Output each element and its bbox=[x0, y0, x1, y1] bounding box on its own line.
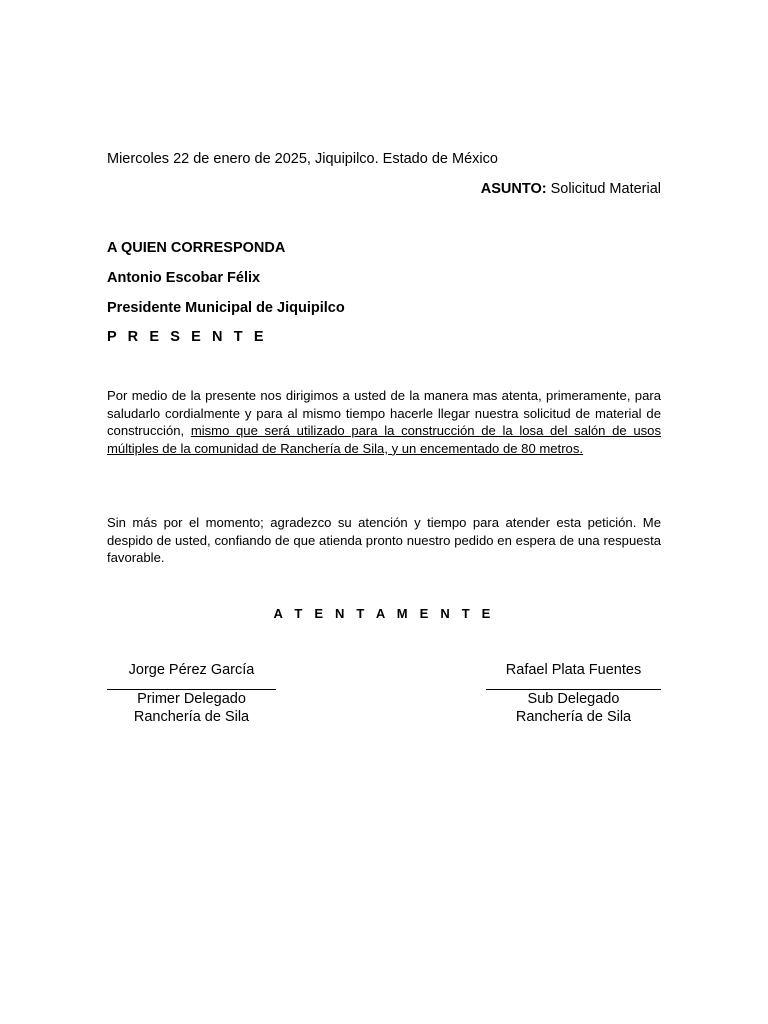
closing-atentamente: A T E N T A M E N T E bbox=[273, 606, 495, 621]
signature-block-left bbox=[107, 661, 276, 726]
body-paragraph-2: Sin más por el momento; agradezco su atención y tiempo para atender esta petición. Me despido de usted, confiando de que atienda pronto nuestro pedido en espera de una respuesta favorable. bbox=[107, 515, 661, 566]
body-paragraph-1 bbox=[107, 387, 661, 457]
signatory-name: Rafael Plata Fuentes bbox=[505, 662, 642, 678]
signatory-place: Ranchería de Sila bbox=[515, 709, 632, 725]
signatory-role: Sub Delegado bbox=[527, 691, 620, 707]
presente-heading: P R E S E N T E bbox=[107, 329, 268, 345]
signatory-place: Ranchería de Sila bbox=[133, 709, 250, 725]
subject-line bbox=[481, 180, 661, 198]
paragraph-1-underlined-text: mismo que será utilizado para la construcción de la losa del salón de usos múltiples de la comunidad de Ranchería de Sila, y un encementado de 80 metros. bbox=[107, 423, 661, 456]
recipient-title: Presidente Municipal de Jiquipilco bbox=[107, 300, 345, 316]
recipient-name: Antonio Escobar Félix bbox=[107, 270, 261, 286]
signatory-name: Jorge Pérez García bbox=[128, 662, 255, 678]
paragraph-1-text: Por medio de la presente nos dirigimos a usted de la manera mas atenta, primeramente, para saludarlo cordialmente y para al mismo tiempo hacerle llegar nuestra solicitud de material de construcción, bbox=[107, 388, 661, 439]
recipient-line-1: A QUIEN CORRESPONDA bbox=[107, 240, 286, 256]
date-line: Miercoles 22 de enero de 2025, Jiquipilco. Estado de México bbox=[107, 151, 498, 167]
subject-label: ASUNTO: bbox=[480, 181, 547, 197]
signatory-role: Primer Delegado bbox=[137, 691, 246, 707]
signature-block-right bbox=[486, 661, 661, 726]
subject-value: Solicitud Material bbox=[546, 181, 661, 197]
